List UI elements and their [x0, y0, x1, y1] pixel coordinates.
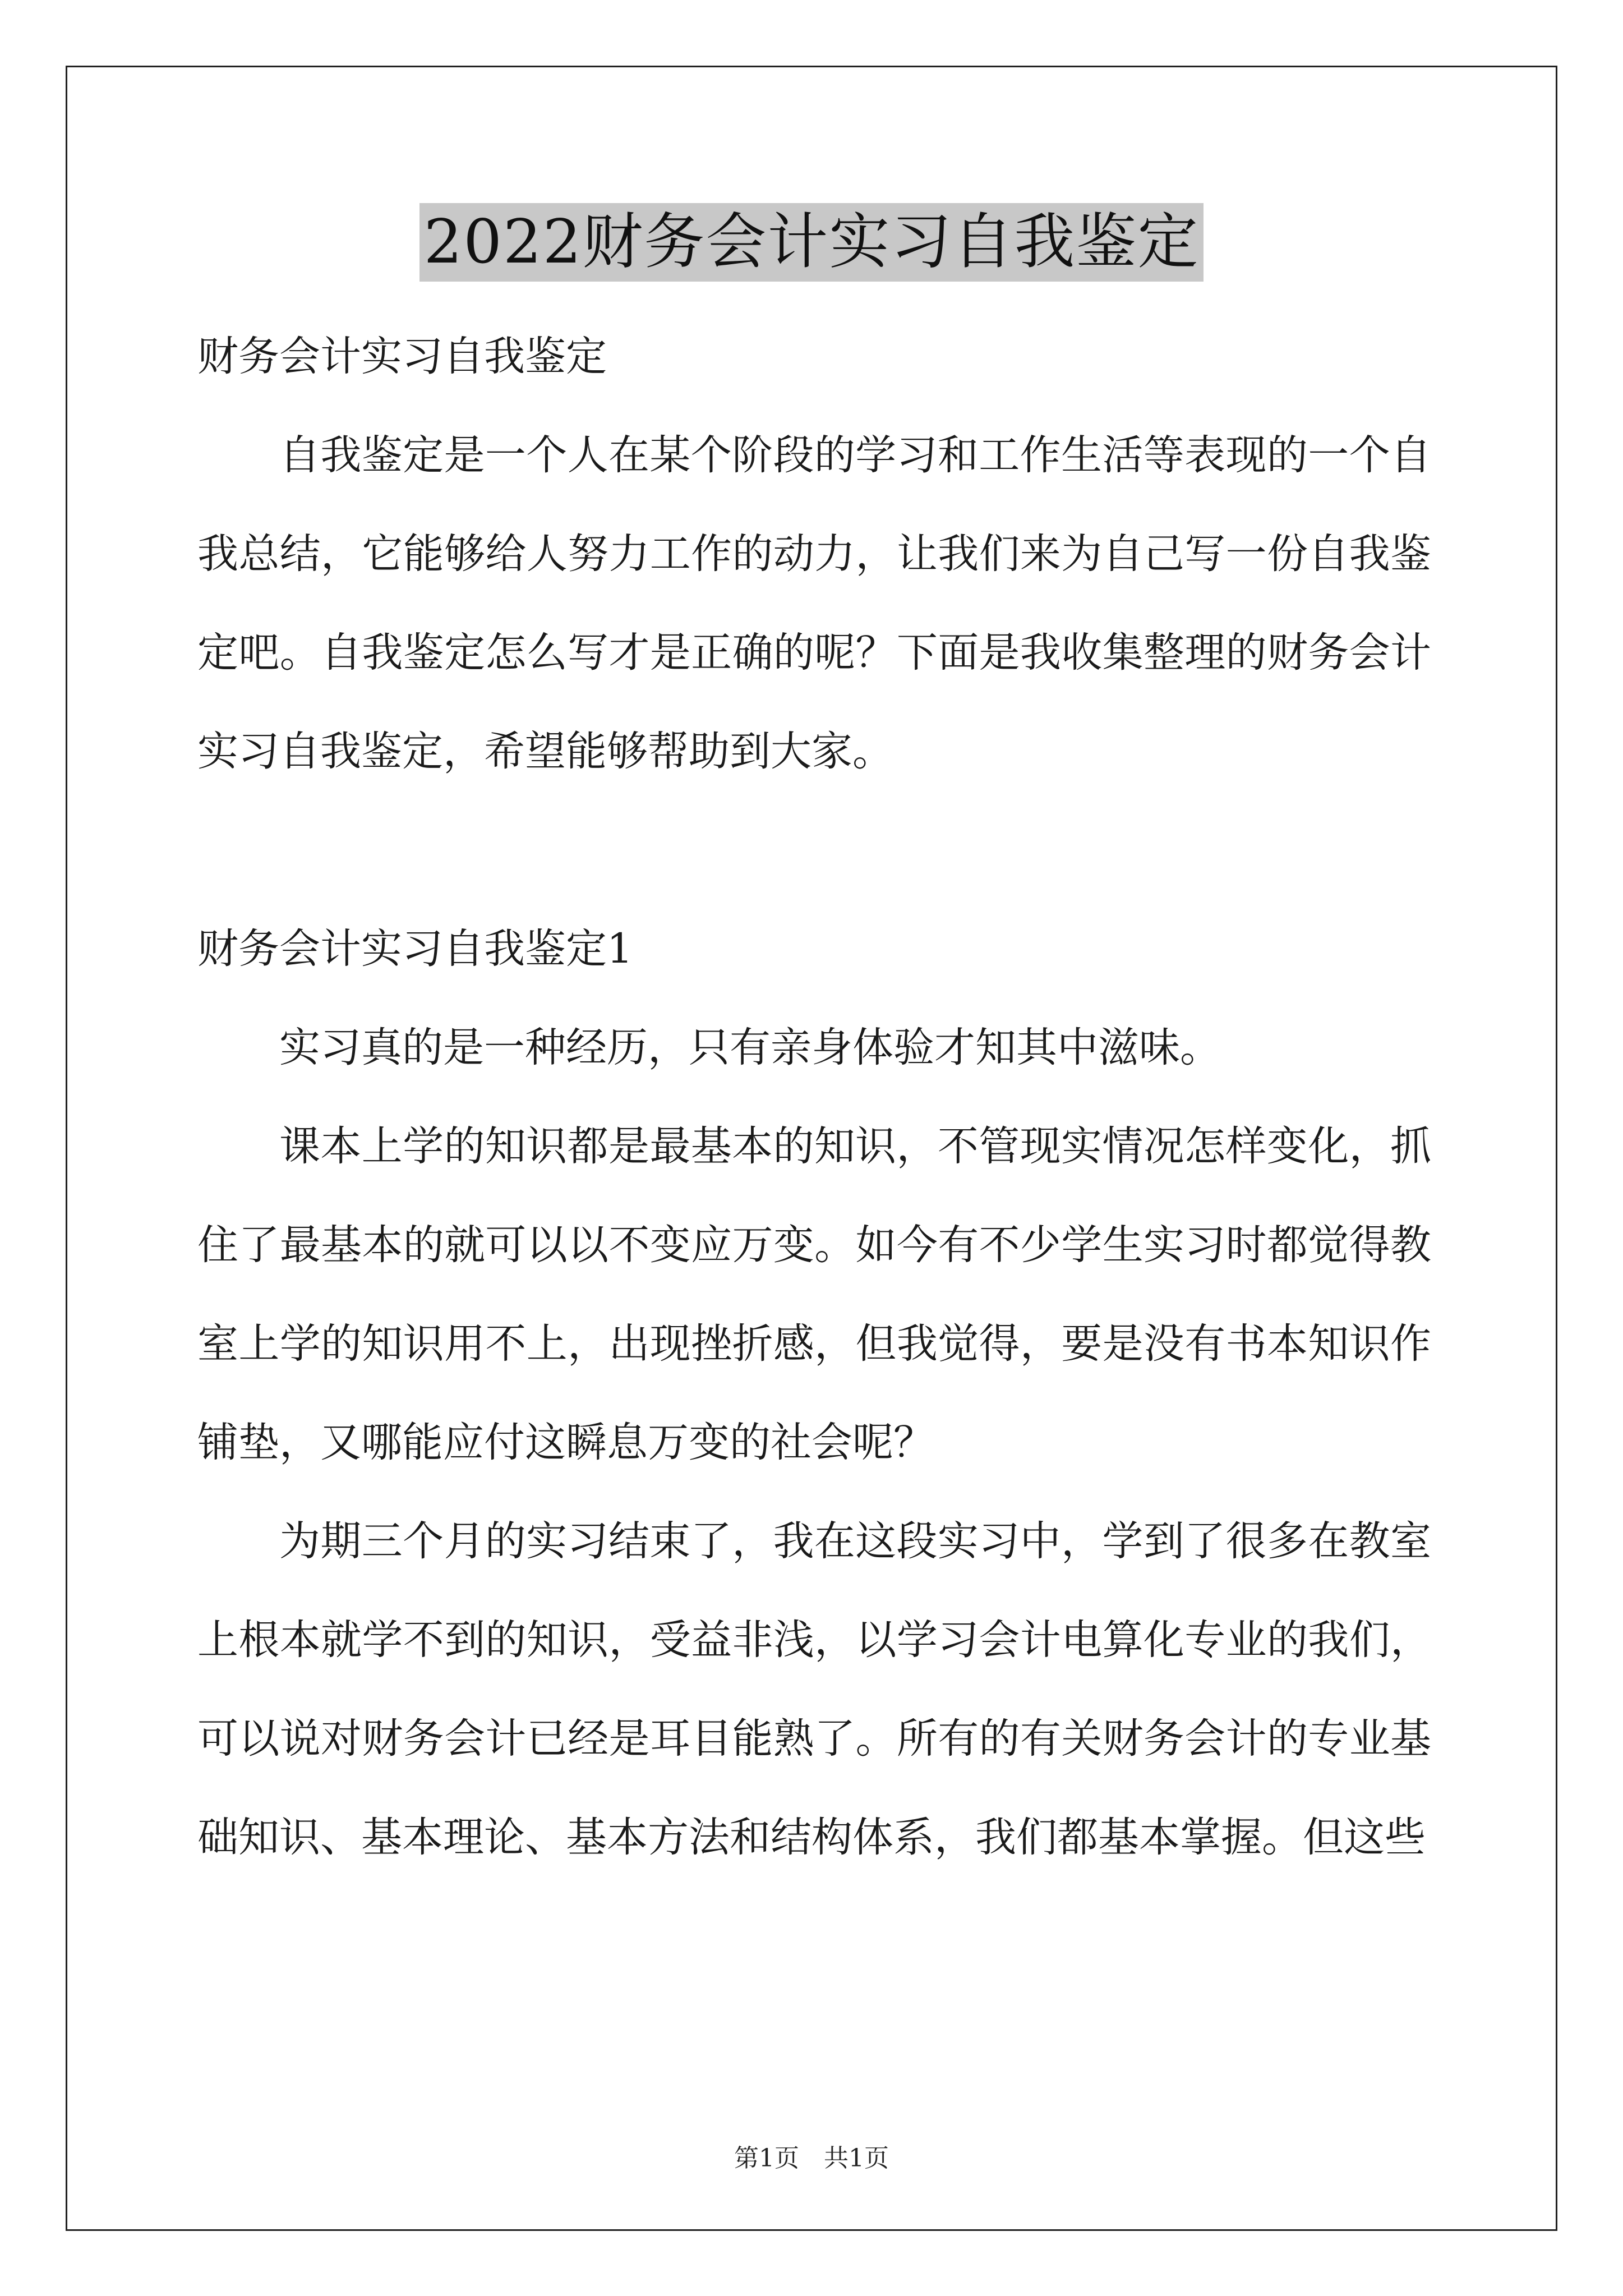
body-paragraph: 实习真的是一种经历，只有亲身体验才知其中滋味。 [279, 1024, 1221, 1071]
body-paragraph: 为期三个月的实习结束了，我在这段实习中，学到了很多在教室上根本就学不到的知识，受益非浅，以学习会计电算化专业的我们，可以说对财务会计已经是耳目能熟了。所有的有关财务会计的专业基础知识、基本理论、基本方法和结构体系，我们都基本掌握。但这些 [197, 1517, 1431, 1861]
section-heading: 财务会计实习自我鉴定1 [197, 925, 633, 973]
body-paragraph: 课本上学的知识都是最基本的知识，不管现实情况怎样变化，抓住了最基本的就可以以不变应万变。如今有不少学生实习时都觉得教室上学的知识用不上，出现挫折感，但我觉得，要是没有书本知识作铺垫，又哪能应付这瞬息万变的社会呢？ [197, 1122, 1431, 1466]
page-footer: 第1页 共1页 [734, 2144, 889, 2173]
intro-paragraph: 自我鉴定是一个人在某个阶段的学习和工作生活等表现的一个自我总结，它能够给人努力工作的动力，让我们来为自己写一份自我鉴定吧。自我鉴定怎么写才是正确的呢？下面是我收集整理的财务会计实习自我鉴定，希望能够帮助到大家。 [197, 431, 1431, 775]
document-title: 2022财务会计实习自我鉴定 [419, 203, 1204, 282]
section-spacer [197, 801, 1431, 900]
document-body [197, 307, 1431, 1887]
title-container [0, 203, 1623, 282]
document-subtitle: 财务会计实习自我鉴定 [197, 333, 607, 380]
